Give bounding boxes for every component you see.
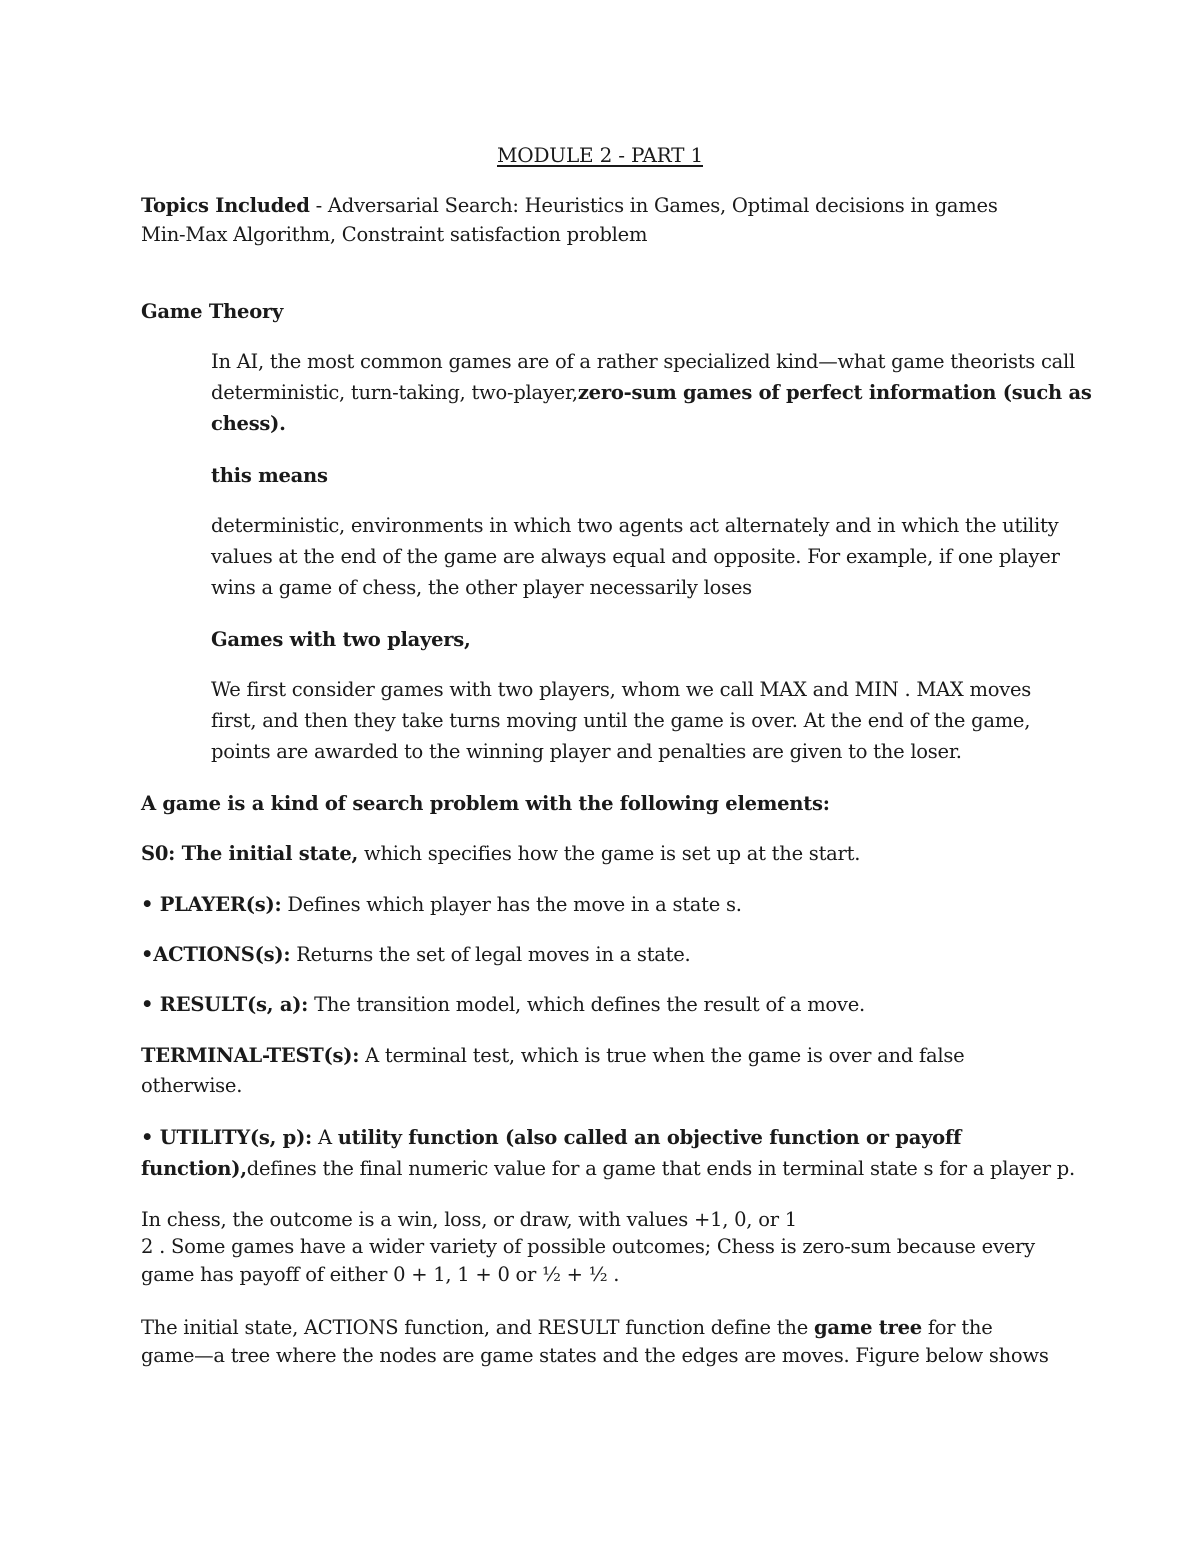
deterministic-line-1: deterministic, environments in which two agents act alternately and in which the utility <box>211 514 1059 537</box>
page-title: MODULE 2 - PART 1 <box>497 143 703 167</box>
intro-line-1: In AI, the most common games are of a rather specialized kind—what game theorists call <box>211 350 1076 373</box>
two-players-line-3: points are awarded to the winning player and penalties are given to the loser. <box>211 740 962 763</box>
result-label: • RESULT(s, a): <box>141 993 309 1016</box>
intro-line-2-bold: zero-sum games of perfect information (such as <box>577 381 1092 404</box>
intro-line-2-plain: deterministic, turn-taking, two-player, <box>211 381 578 404</box>
result-text: The transition model, which defines the result of a move. <box>308 993 865 1016</box>
utility-line-2 <box>141 1154 1075 1184</box>
elements-heading <box>141 789 830 819</box>
game-theory-heading-text: Game Theory <box>141 300 284 323</box>
elements-heading-text: A game is a kind of search problem with the following elements: <box>141 792 830 815</box>
chess-line-3: game has payoff of either 0 + 1, 1 + 0 or ½ + ½ . <box>141 1263 620 1286</box>
deterministic-line-2: values at the end of the game are always equal and opposite. For example, if one player <box>211 545 1060 568</box>
terminal-label: TERMINAL-TEST(s): <box>141 1044 360 1067</box>
chess-line-2: 2 . Some games have a wider variety of possible outcomes; Chess is zero-sum because every <box>141 1235 1035 1258</box>
this-means-text: this means <box>211 464 328 487</box>
tree-line-2: game—a tree where the nodes are game states and the edges are moves. Figure below shows <box>141 1344 1049 1367</box>
game-theory-heading <box>141 297 283 327</box>
utility-text-plain: A <box>312 1126 338 1149</box>
tree-line-1-plain: The initial state, ACTIONS function, and RESULT function define the <box>141 1316 814 1339</box>
intro-line-3-bold: chess). <box>211 412 286 435</box>
two-players-heading <box>211 625 471 655</box>
actions-label: •ACTIONS(s): <box>141 943 291 966</box>
terminal-line-1 <box>141 1041 964 1071</box>
terminal-line-2: otherwise. <box>141 1074 243 1097</box>
s0-label: S0: The initial state, <box>141 842 359 865</box>
game-tree-term: game tree <box>813 1316 922 1339</box>
two-players-line-1: We first consider games with two players, whom we call MAX and MIN . MAX moves <box>211 678 1032 701</box>
intro-line-3 <box>211 409 286 439</box>
topics-line-1 <box>141 191 998 221</box>
topics-line-2: Min-Max Algorithm, Constraint satisfaction problem <box>141 223 648 246</box>
this-means-heading <box>211 461 328 491</box>
two-players-heading-text: Games with two players, <box>211 628 471 651</box>
result-line <box>141 990 865 1020</box>
topics-text: - Adversarial Search: Heuristics in Games, Optimal decisions in games <box>309 194 998 217</box>
player-line <box>141 890 742 920</box>
utility-label: • UTILITY(s, p): <box>141 1126 312 1149</box>
utility-line-2-plain: defines the final numeric value for a game that ends in terminal state s for a player p. <box>246 1157 1075 1180</box>
intro-line-2 <box>211 378 1092 408</box>
two-players-line-2: first, and then they take turns moving until the game is over. At the end of the game, <box>211 709 1031 732</box>
tree-line-1 <box>141 1313 993 1343</box>
tree-line-1-end: for the <box>921 1316 993 1339</box>
s0-line <box>141 839 860 869</box>
chess-line-1: In chess, the outcome is a win, loss, or draw, with values +1, 0, or 1 <box>141 1208 797 1231</box>
actions-text: Returns the set of legal moves in a state. <box>290 943 691 966</box>
s0-text: which specifies how the game is set up at the start. <box>358 842 861 865</box>
player-text: Defines which player has the move in a state s. <box>281 893 742 916</box>
actions-line <box>141 940 690 970</box>
utility-text-bold: utility function (also called an objective function or payoff <box>337 1126 962 1149</box>
deterministic-line-3: wins a game of chess, the other player necessarily loses <box>211 576 752 599</box>
utility-line-2-bold: function), <box>141 1157 247 1180</box>
topics-label: Topics Included <box>141 194 310 217</box>
terminal-text: A terminal test, which is true when the game is over and false <box>359 1044 965 1067</box>
utility-line-1 <box>141 1123 961 1153</box>
player-label: • PLAYER(s): <box>141 893 282 916</box>
